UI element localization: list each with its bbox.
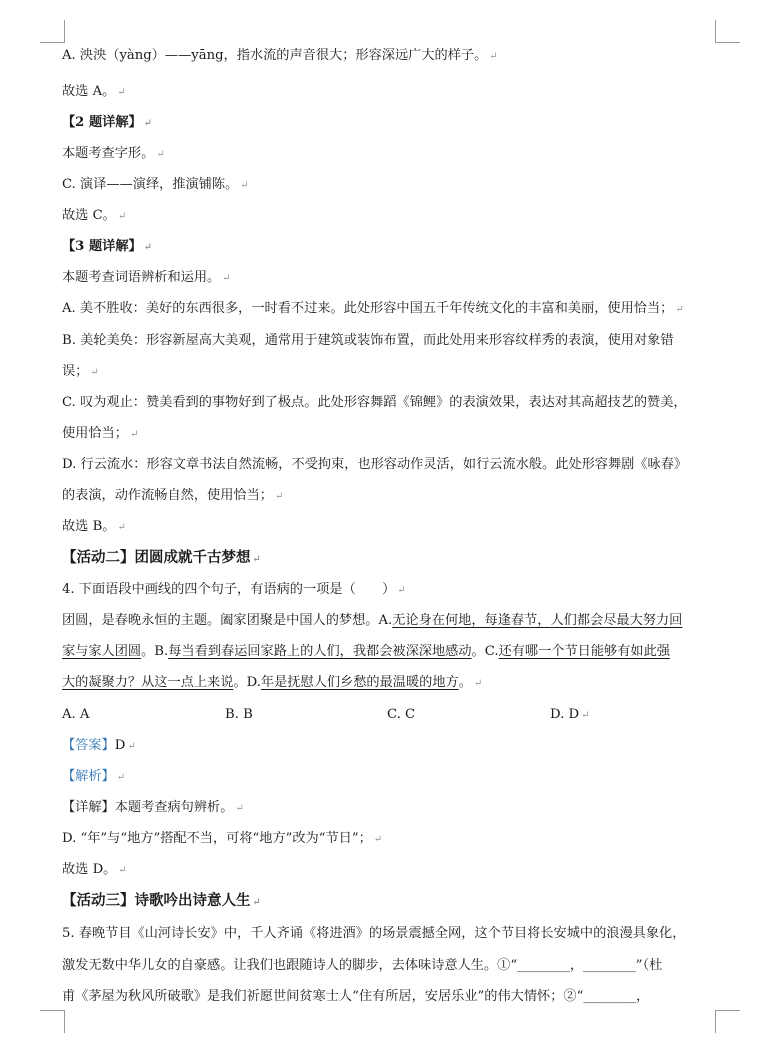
option-d: D. D ↵ [550, 707, 590, 722]
section-heading: 【2 题详解】 ↵ [62, 115, 153, 130]
option-b: B. B [225, 707, 253, 722]
underlined-sentence-c: 大的凝聚力？从这一点上来说 [62, 675, 234, 690]
text-line: 的表演，动作流畅自然，使用恰当； ↵ [62, 488, 284, 503]
page-corner-mark-bottom-left [40, 1010, 65, 1033]
page-corner-mark-top-left [40, 20, 65, 43]
passage-line: 家与家人团圆。B.每当看到春运回家路上的人们，我都会被深深地感动。C.还有哪一个节日能够有如此强 [62, 644, 670, 659]
answer-label: 【答案】 [62, 738, 115, 753]
text-line: A. 泱泱（yàng）——yāng，指水流的声音很大；形容深远广大的样子。 ↵ [62, 48, 498, 63]
underlined-sentence-a: 无论身在何地，每逢春节，人们都会尽最大努力回 [392, 613, 683, 628]
question-stem: 5. 春晚节目《山河诗长安》中，千人齐诵《将进酒》的场景震撼全网，这个节目将长安城中的浪漫具象化， [62, 926, 686, 941]
text-line: A. 美不胜收：美好的东西很多，一时看不过来。此处形容中国五千年传统文化的丰富和美丽，使用恰当； ↵ [62, 301, 684, 316]
activity-heading: 【活动二】团圆成就千古梦想 ↵ [62, 549, 261, 566]
answer-value: D [114, 738, 126, 753]
text-line: 故选 A。 ↵ [62, 84, 126, 99]
answer-line: 【答案】D ↵ [62, 738, 136, 753]
option-a: A. A [62, 707, 90, 722]
text-line: 使用恰当； ↵ [62, 426, 139, 441]
text-line: 本题考查字形。 ↵ [62, 146, 165, 161]
text-line: 误； ↵ [62, 364, 99, 379]
answer-options [62, 706, 722, 724]
text-line: 故选 D。 ↵ [62, 862, 127, 877]
text-line: 甫《茅屋为秋风所破歌》是我们祈愿世间贫寒士人“住有所居，安居乐业”的伟大情怀；②“________， [62, 989, 650, 1004]
page-corner-mark-bottom-right [715, 1010, 740, 1033]
underlined-sentence-c: 还有哪一个节日能够有如此强 [498, 644, 670, 659]
page-corner-mark-top-right [715, 20, 740, 43]
text-line: 故选 B。 ↵ [62, 519, 126, 534]
underlined-sentence-d: 年是抚慰人们乡愁的最温暖的地方 [260, 675, 459, 690]
underlined-sentence-a: 家与家人团圆 [62, 644, 142, 659]
text-line: C. 演译——演绎，推演铺陈。 ↵ [62, 177, 249, 192]
text-line: C. 叹为观止：赞美看到的事物好到了极点。此处形容舞蹈《锦鲤》的表演效果，表达对其高超技艺的赞美， [62, 395, 687, 410]
option-c: C. C [387, 707, 416, 722]
text-line: 本题考查词语辨析和运用。 ↵ [62, 270, 231, 285]
text-line: 激发无数中华儿女的自豪感。让我们也跟随诗人的脚步，去体味诗意人生。①“________，________”（杜 [62, 958, 663, 973]
analysis-label: 【解析】 ↵ [62, 769, 126, 784]
text-line: 【详解】本题考查病句辨析。 ↵ [62, 800, 244, 815]
text-line: 故选 C。 ↵ [62, 208, 127, 223]
text-line: D. 行云流水：形容文章书法自然流畅，不受拘束，也形容动作灵活，如行云流水般。此处形容舞剧《咏春》 [62, 457, 688, 472]
passage-line: 大的凝聚力？从这一点上来说。D.年是抚慰人们乡愁的最温暖的地方。 ↵ [62, 675, 483, 690]
section-heading: 【3 题详解】 ↵ [62, 239, 153, 254]
underlined-sentence-b: 每当看到春运回家路上的人们，我都会被深深地感动 [168, 644, 472, 659]
text-line: B. 美轮美奂：形容新屋高大美观，通常用于建筑或装饰布置，而此处用来形容纹样秀的表演，使用对象错 [62, 333, 674, 348]
passage-line: 团圆，是春晚永恒的主题。阖家团聚是中国人的梦想。A.无论身在何地，每逢春节，人们都会尽最大努力回 [62, 613, 683, 628]
text-line: D. “年”与“地方”搭配不当，可将“地方”改为“节日”； ↵ [62, 831, 383, 846]
question-stem: 4. 下面语段中画线的四个句子，有语病的一项是（ ） ↵ [62, 582, 406, 597]
activity-heading: 【活动三】诗歌吟出诗意人生 ↵ [62, 892, 261, 909]
